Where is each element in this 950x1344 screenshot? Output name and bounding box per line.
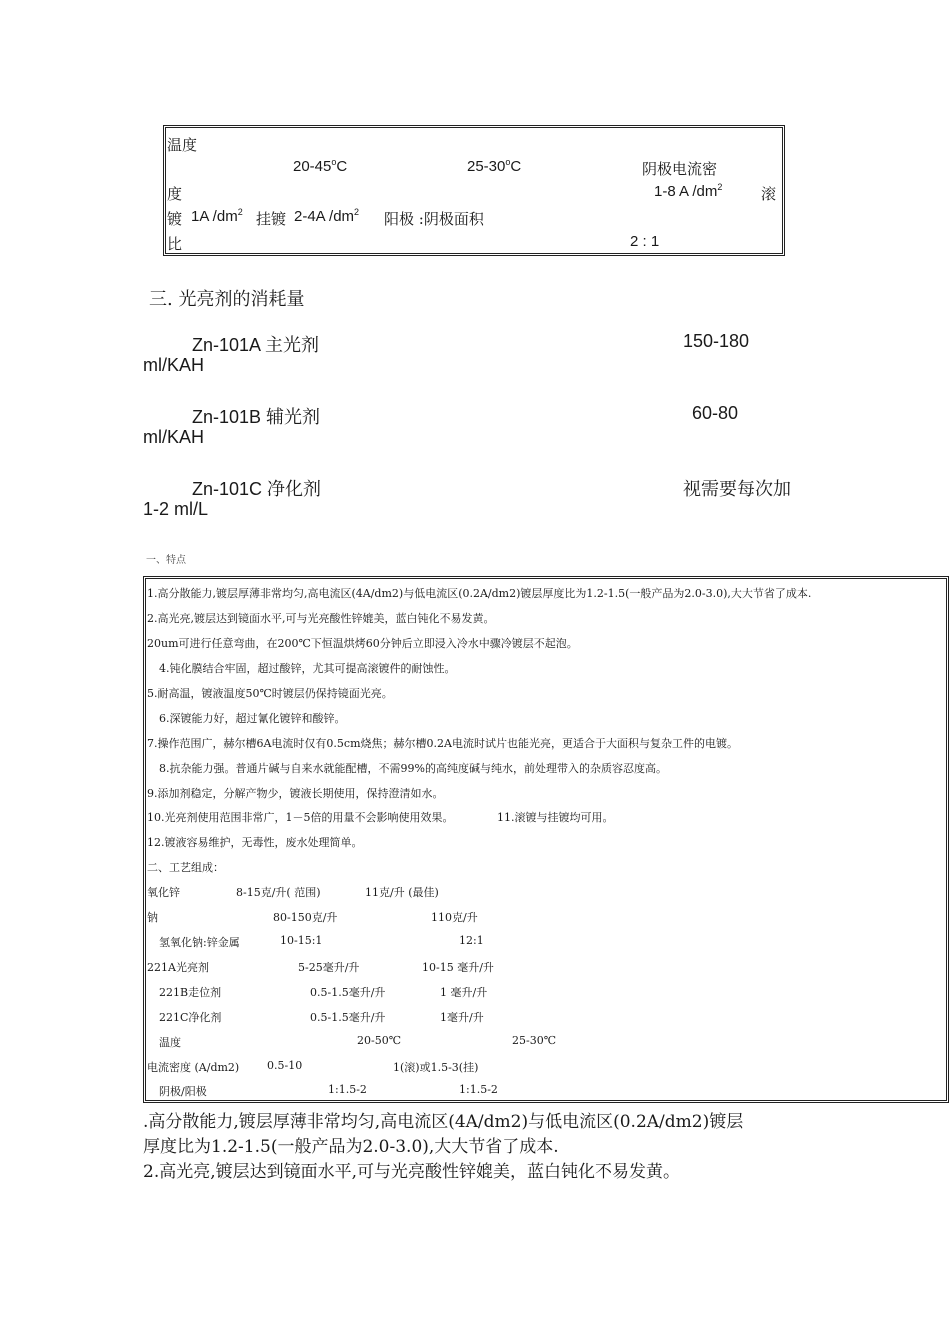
table-label-cathode-current: 阴极电流密: [642, 160, 718, 178]
table-label-anode-cathode-area: 阳极 :阴极面积: [384, 210, 484, 228]
composition-best: 25-30℃: [512, 1034, 557, 1047]
feature-line: 11.滚镀与挂镀均可用。: [497, 811, 614, 824]
composition-name: 电流密度 (A/dm2): [147, 1061, 240, 1074]
table-label-barrel: 滚: [761, 185, 777, 203]
brightener-a-unit: ml/KAH: [143, 355, 205, 375]
brightener-b-name: Zn-101B 辅光剂: [192, 407, 321, 427]
composition-name: 温度: [159, 1036, 181, 1049]
temp-range-barrel: 25-30$^o$C: [467, 157, 522, 175]
brightener-c-value: 视需要每次加: [683, 479, 791, 500]
temp-range-rack: 20-45$^o$C: [293, 157, 348, 175]
composition-range: 5-25毫升/升: [298, 961, 360, 974]
feature-line: 4.钝化膜结合牢固，超过酸锌，尤其可提高滚镀件的耐蚀性。: [159, 662, 456, 675]
brightener-a-value: 150-180: [683, 331, 750, 351]
table-label-plating: 镀: [167, 210, 183, 228]
composition-best: 12:1: [459, 934, 484, 947]
composition-best: 1毫升/升: [440, 1011, 484, 1024]
current-density-value: 1-8 A $/dm^2$: [654, 182, 723, 200]
section-heading-consumption: 三. 光亮剂的消耗量: [149, 289, 305, 310]
table-label-density: 度: [167, 185, 183, 203]
composition-best: 11克/升 (最佳): [365, 886, 439, 899]
composition-name: 221A光亮剂: [147, 961, 209, 974]
feature-line: 1.高分散能力,镀层厚薄非常均匀,高电流区(4A/dm2)与低电流区(0.2A/dm2)镀层厚度比为1.2-1.5(一般产品为2.0-3.0),大大节省了成本.: [147, 587, 812, 600]
composition-best: 1:1.5-2: [459, 1083, 498, 1096]
barrel-current-value: 1A $/dm^2$: [191, 207, 243, 225]
composition-range: 80-150克/升: [273, 911, 338, 924]
composition-best: 10-15 毫升/升: [422, 961, 494, 974]
feature-line: 5.耐高温，镀液温度50℃时镀层仍保持镜面光亮。: [147, 687, 393, 700]
table-label-rack: 挂镀: [256, 210, 287, 228]
brightener-b-value: 60-80: [692, 403, 739, 423]
feature-line: 10.光亮剂使用范围非常广，1－5倍的用量不会影响使用效果。: [147, 811, 454, 824]
composition-name: 钠: [147, 911, 158, 924]
brightener-b-unit: ml/KAH: [143, 427, 205, 447]
rack-current-value: 2-4A $/dm^2$: [294, 207, 360, 225]
composition-best: 1(滚)或1.5-3(挂): [393, 1061, 479, 1074]
composition-name: 221B走位剂: [159, 986, 222, 999]
feature-line: 7.操作范围广，赫尔槽6A电流时仅有0.5cm烧焦；赫尔槽0.2A电流时试片也能光亮，更适合于大面积与复杂工件的电镀。: [147, 737, 738, 750]
composition-range: 0.5-1.5毫升/升: [310, 1011, 386, 1024]
features-heading: 一、特点: [146, 555, 186, 566]
composition-range: 8-15克/升( 范围): [236, 886, 321, 899]
feature-line: 20um可进行任意弯曲，在200℃下恒温烘烤60分钟后立即浸入冷水中骤冷镀层不起泡。: [147, 637, 578, 650]
composition-range: 1:1.5-2: [328, 1083, 367, 1096]
composition-range: 0.5-10: [267, 1059, 303, 1072]
feature-line: 6.深镀能力好，超过氰化镀锌和酸锌。: [159, 712, 346, 725]
composition-name: 氢氧化钠:锌金属: [159, 936, 240, 949]
footer-line: .高分散能力,镀层厚薄非常均匀,高电流区(4A/dm2)与低电流区(0.2A/dm2)镀层: [143, 1112, 744, 1132]
feature-line: 9.添加剂稳定，分解产物少，镀液长期使用，保持澄清如水。: [147, 787, 444, 800]
composition-best: 110克/升: [431, 911, 478, 924]
composition-best: 1 毫升/升: [440, 986, 488, 999]
feature-line: 12.镀液容易维护，无毒性，废水处理简单。: [147, 836, 363, 849]
composition-range: 0.5-1.5毫升/升: [310, 986, 386, 999]
composition-name: 221C净化剂: [159, 1011, 222, 1024]
feature-line: 2.高光亮,镀层达到镜面水平,可与光亮酸性锌媲美，蓝白钝化不易发黄。: [147, 612, 495, 625]
footer-line: 厚度比为1.2-1.5(一般产品为2.0-3.0),大大节省了成本.: [143, 1137, 559, 1157]
composition-name: 氧化锌: [147, 886, 180, 899]
brightener-c-name: Zn-101C 净化剂: [192, 479, 322, 499]
brightener-c-unit: 1-2 ml/L: [143, 499, 209, 519]
feature-line: 8.抗杂能力强。普通片碱与自来水就能配槽，不需99%的高纯度碱与纯水，前处理带入的杂质容忍度高。: [159, 762, 667, 775]
composition-name: 阴极/阳极: [159, 1085, 207, 1098]
footer-line: 2.高光亮,镀层达到镜面水平,可与光亮酸性锌媲美，蓝白钝化不易发黄。: [143, 1162, 681, 1182]
area-ratio-value: 2 : 1: [630, 233, 660, 250]
table-label-temperature: 温度: [167, 136, 198, 154]
composition-range: 20-50℃: [357, 1034, 402, 1047]
composition-heading: 二、工艺组成：: [147, 861, 224, 874]
composition-range: 10-15:1: [280, 934, 323, 947]
brightener-a-name: Zn-101A 主光剂: [192, 335, 320, 355]
table-label-ratio: 比: [167, 235, 183, 253]
